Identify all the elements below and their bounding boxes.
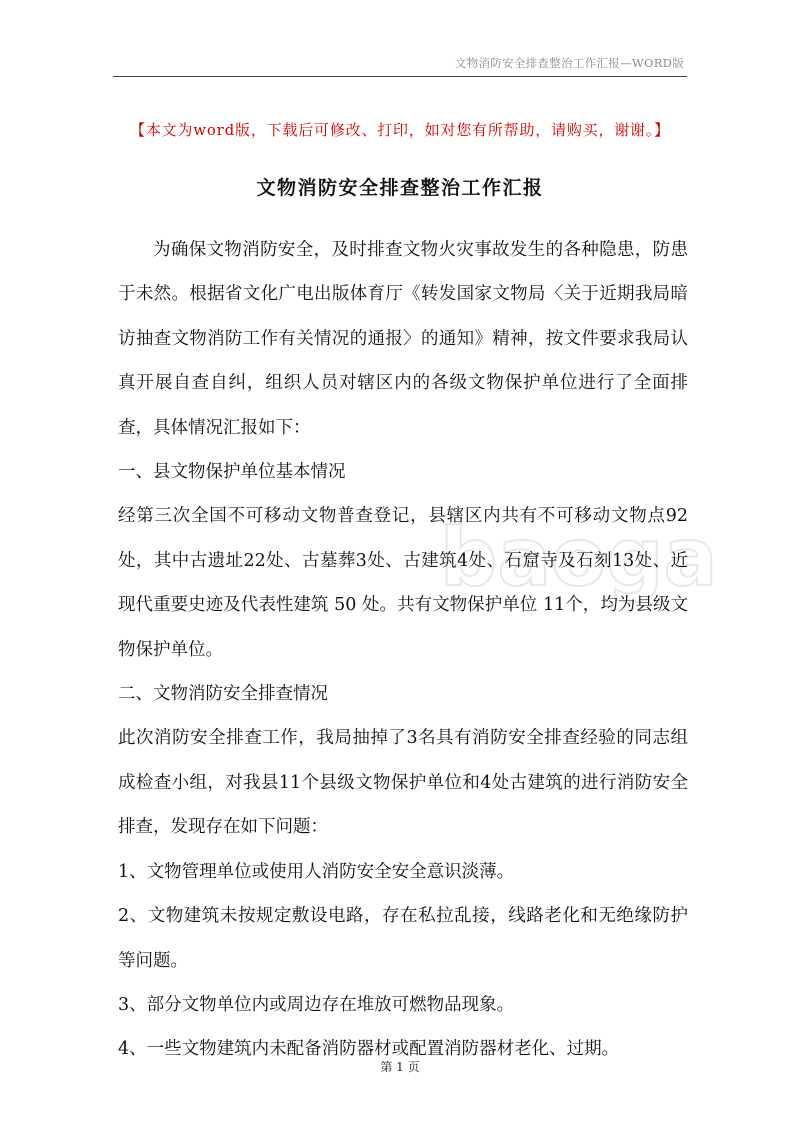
issue-item-1: 1、文物管理单位或使用人消防安全安全意识淡薄。 — [118, 861, 515, 882]
running-header: 文物消防安全排查整治工作汇报—WORD版 — [454, 56, 684, 70]
watermark-text: baoga — [440, 511, 718, 604]
section-heading-inspection: 二、文物消防安全排查情况 — [118, 684, 328, 705]
intro-paragraph: 为确保文物消防安全，及时排查文物火灾事故发生的各种隐患，防患于未然。根据省文化广电出版体育厅《转发国家文物局〈关于近期我局暗访抽查文物消防工作有关情况的通报〉的通知》精神，按文件要求我局认真开展自查自纠，组织人员对辖区内的各级文物保护单位进行了全面排查，具体情况汇报如下： — [118, 240, 688, 438]
issue-item-3: 3、部分文物单位内或周边存在堆放可燃物品现象。 — [118, 994, 515, 1015]
header-divider — [113, 76, 687, 77]
page-number: 第 1 页 — [380, 1060, 420, 1074]
issue-item-2: 2、文物建筑未按规定敷设电路，存在私拉乱接，线路老化和无绝缘防护等问题。 — [118, 906, 688, 971]
inspection-paragraph: 此次消防安全排查工作，我局抽掉了3名具有消防安全排查经验的同志组成检查小组，对我县11个县级文物保护单位和4处古建筑的进行消防安全排查，发现存在如下问题： — [118, 728, 688, 838]
document-title: 文物消防安全排查整治工作汇报 — [256, 177, 544, 199]
basic-info-paragraph: 经第三次全国不可移动文物普查登记，县辖区内共有不可移动文物点92处，其中古遗址22处、古墓葬3处、古建筑4处、石窟寺及石刻13处、近现代重要史迹及代表性建筑 50 处。共有文物保护单位 11个，均为县级文物保护单位。 — [118, 506, 688, 660]
document-body — [118, 228, 688, 1072]
section-heading-basic-info: 一、县文物保护单位基本情况 — [118, 462, 346, 483]
purchase-notice: 【本文为word版，下载后可修改、打印，如对您有所帮助，请购买，谢谢。】 — [130, 121, 670, 139]
issue-item-4: 4、一些文物建筑内未配备消防器材或配置消防器材老化、过期。 — [118, 1039, 620, 1060]
